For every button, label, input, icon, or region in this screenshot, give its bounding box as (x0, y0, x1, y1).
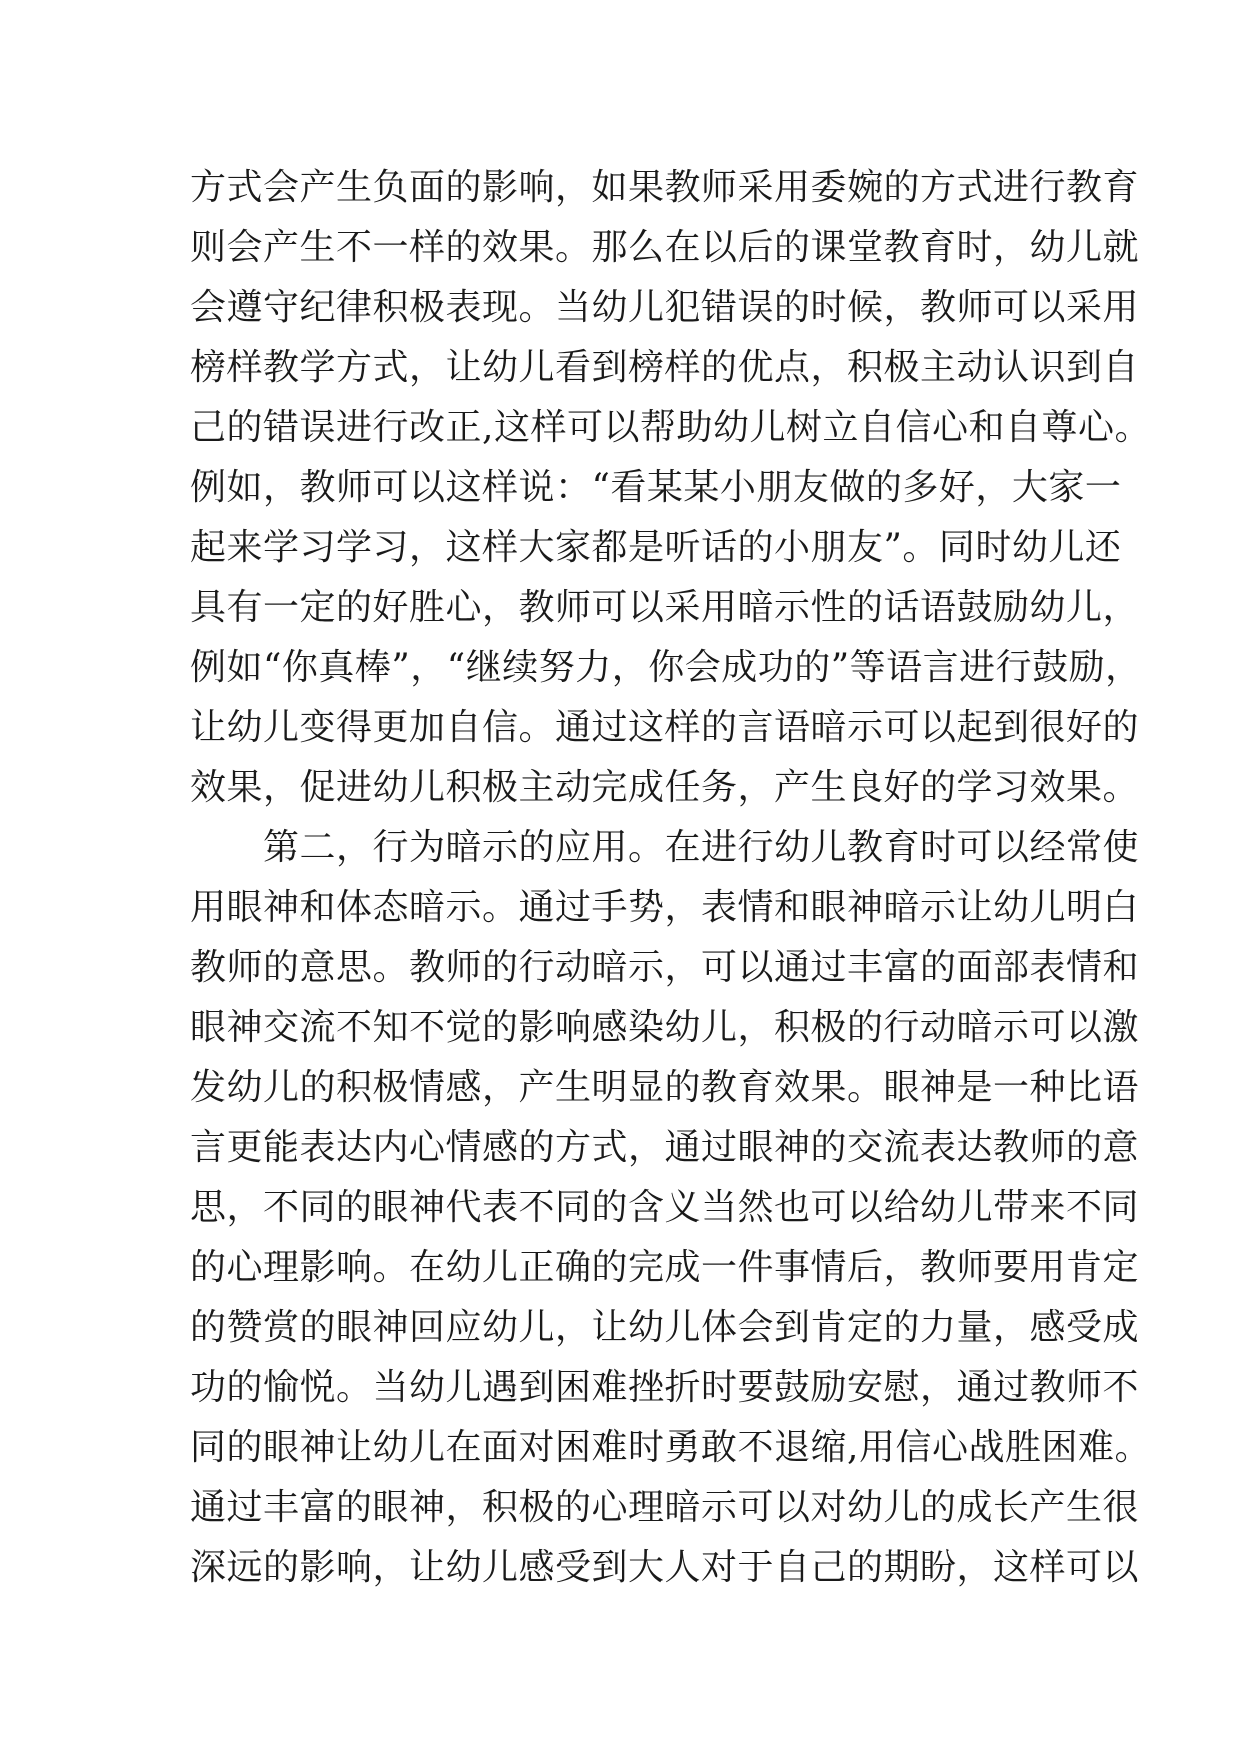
text-line-12: 第二，行为暗示的应用。在进行幼儿教育时可以经常使 (190, 827, 1140, 868)
text-line-21: 功的愉悦。当幼儿遇到困难挫折时要鼓励安慰，通过教师不 (190, 1367, 1140, 1408)
text-line-7: 起来学习学习，这样大家都是听话的小朋友”。同时幼儿还 (190, 527, 1122, 568)
text-line-3: 会遵守纪律积极表现。当幼儿犯错误的时候，教师可以采用 (190, 287, 1140, 328)
text-line-17: 言更能表达内心情感的方式，通过眼神的交流表达教师的意 (190, 1127, 1140, 1168)
body-text (190, 158, 1151, 1598)
text-line-16: 发幼儿的积极情感，产生明显的教育效果。眼神是一种比语 (190, 1067, 1140, 1108)
text-line-4: 榜样教学方式，让幼儿看到榜样的优点，积极主动认识到自 (190, 347, 1140, 388)
text-line-10: 让幼儿变得更加自信。通过这样的言语暗示可以起到很好的 (190, 707, 1140, 748)
text-line-20: 的赞赏的眼神回应幼儿，让幼儿体会到肯定的力量，感受成 (190, 1307, 1140, 1348)
text-line-2: 则会产生不一样的效果。那么在以后的课堂教育时，幼儿就 (190, 227, 1140, 268)
text-line-5: 己的错误进行改正,这样可以帮助幼儿树立自信心和自尊心。 (190, 407, 1151, 448)
text-line-18: 思，不同的眼神代表不同的含义当然也可以给幼儿带来不同 (190, 1187, 1140, 1228)
text-line-9: 例如“你真棒”，“继续努力，你会成功的”等语言进行鼓励， (190, 647, 1142, 688)
text-line-8: 具有一定的好胜心，教师可以采用暗示性的话语鼓励幼儿， (190, 587, 1140, 628)
text-line-22: 同的眼神让幼儿在面对困难时勇敢不退缩,用信心战胜困难。 (190, 1427, 1151, 1468)
text-line-6: 例如，教师可以这样说：“看某某小朋友做的多好，大家一 (190, 467, 1122, 508)
text-line-15: 眼神交流不知不觉的影响感染幼儿，积极的行动暗示可以激 (190, 1007, 1140, 1048)
text-line-13: 用眼神和体态暗示。通过手势，表情和眼神暗示让幼儿明白 (190, 887, 1140, 928)
text-line-23: 通过丰富的眼神，积极的心理暗示可以对幼儿的成长产生很 (190, 1487, 1140, 1528)
text-line-1: 方式会产生负面的影响，如果教师采用委婉的方式进行教育 (190, 167, 1140, 208)
text-line-19: 的心理影响。在幼儿正确的完成一件事情后，教师要用肯定 (190, 1247, 1140, 1288)
text-line-24: 深远的影响，让幼儿感受到大人对于自己的期盼，这样可以 (190, 1547, 1140, 1588)
text-line-14: 教师的意思。教师的行动暗示，可以通过丰富的面部表情和 (190, 947, 1140, 988)
text-line-11: 效果，促进幼儿积极主动完成任务，产生良好的学习效果。 (190, 767, 1140, 808)
